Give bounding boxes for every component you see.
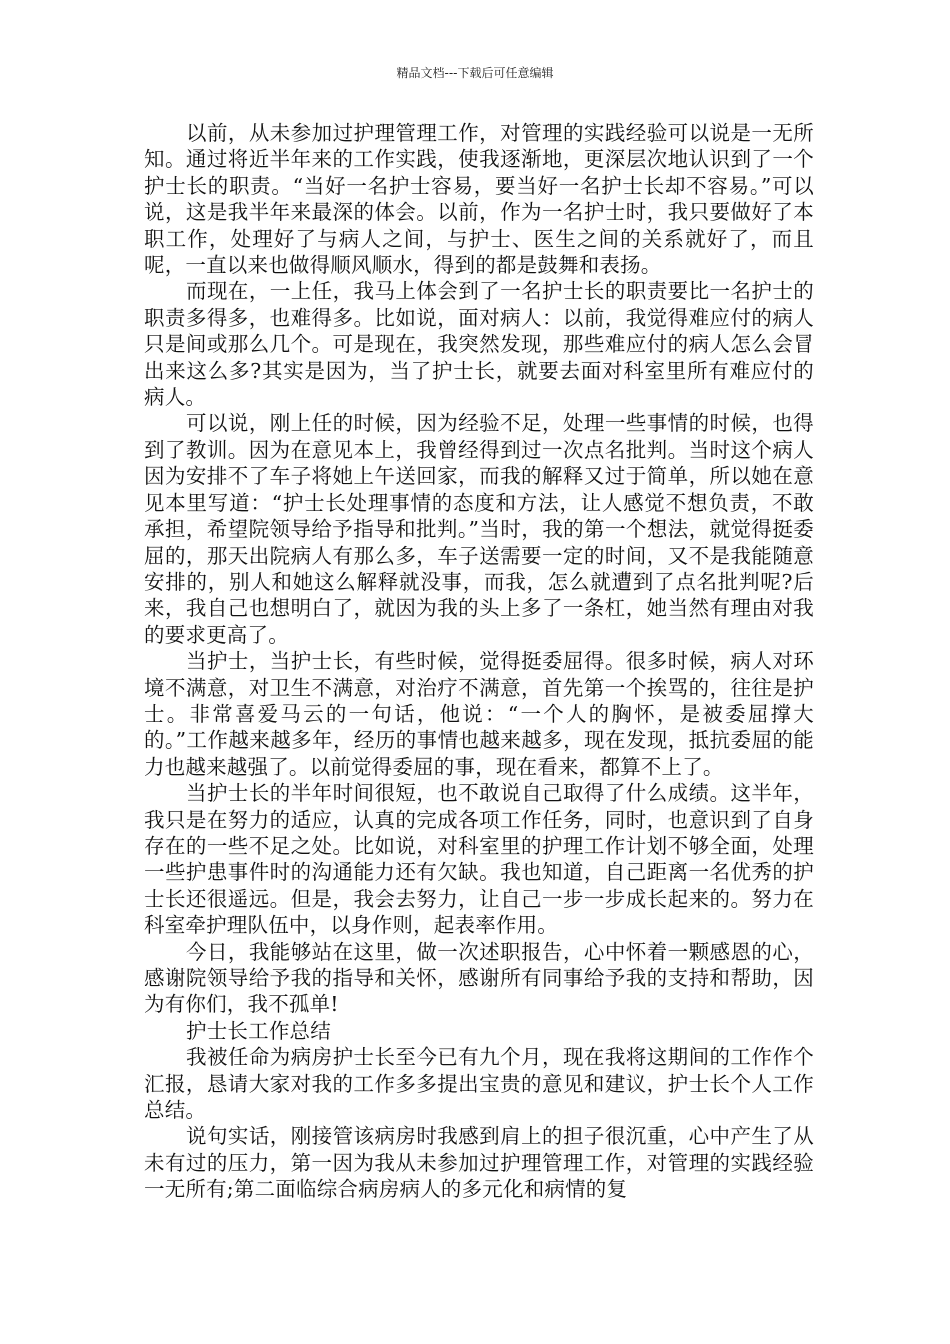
paragraph: 而现在，一上任，我马上体会到了一名护士长的职责要比一名护士的职责多得多，也难得多。比如说，面对病人：以前，我觉得难应付的病人只是间或那么几个。可是现在，我突然发现，那些难应付的病人怎么会冒出来这么多?其实是因为，当了护士长，就要去面对科室里所有难应付的病人。 xyxy=(144,279,814,410)
paragraph: 我被任命为病房护士长至今已有九个月，现在我将这期间的工作作个汇报，恳请大家对我的工作多多提出宝贵的意见和建议，护士长个人工作总结。 xyxy=(144,1045,814,1123)
paragraph: 今日，我能够站在这里，做一次述职报告，心中怀着一颗感恩的心，感谢院领导给予我的指导和关怀，感谢所有同事给予我的支持和帮助，因为有你们，我不孤单! xyxy=(144,939,814,1017)
paragraph: 以前，从未参加过护理管理工作，对管理的实践经验可以说是一无所知。通过将近半年来的工作实践，使我逐渐地，更深层次地认识到了一个护士长的职责。“当好一名护士容易，要当好一名护士长却不容易。”可以说，这是我半年来最深的体会。以前，作为一名护士时，我只要做好了本职工作，处理好了与病人之间，与护士、医生之间的关系就好了，而且呢，一直以来也做得顺风顺水，得到的都是鼓舞和表扬。 xyxy=(144,121,814,278)
paragraph: 当护士，当护士长，有些时候，觉得挺委屈得。很多时候，病人对环境不满意，对卫生不满意，对治疗不满意，首先第一个挨骂的，往往是护士。非常喜爱马云的一句话，他说：“一个人的胸怀，是被委屈撑大的。”工作越来越多年，经历的事情也越来越多，现在发现，抵抗委屈的能力也越来越强了。以前觉得委屈的事，现在看来，都算不上了。 xyxy=(144,649,814,779)
section-heading: 护士长工作总结 xyxy=(186,1018,331,1043)
paragraph: 说句实话，刚接管该病房时我感到肩上的担子很沉重，心中产生了从未有过的压力，第一因为我从未参加过护理管理工作，对管理的实践经验一无所有;第二面临综合病房病人的多元化和病情的复 xyxy=(144,1124,814,1202)
paragraph: 当护士长的半年时间很短，也不敢说自己取得了什么成绩。这半年，我只是在努力的适应，认真的完成各项工作任务，同时，也意识到了自身存在的一些不足之处。比如说，对科室里的护理工作计划不够全面，处理一些护患事件时的沟通能力还有欠缺。我也知道，自己距离一名优秀的护士长还很遥远。但是，我会去努力，让自己一步一步成长起来的。努力在科室牵护理队伍中，以身作则，起表率作用。 xyxy=(144,781,814,938)
document-body xyxy=(144,120,814,1203)
paragraph: 可以说，刚上任的时候，因为经验不足，处理一些事情的时候，也得到了教训。因为在意见本上，我曾经得到过一次点名批判。当时这个病人因为安排不了车子将她上午送回家，而我的解释又过于简单，所以她在意见本里写道：“护士长处理事情的态度和方法，让人感觉不想负责，不敢承担，希望院领导给予指导和批判。”当时，我的第一个想法，就觉得挺委屈的，那天出院病人有那么多，车子送需要一定的时间，又不是我能随意安排的，别人和她这么解释就没事，而我，怎么就遭到了点名批判呢?后来，我自己也想明白了，就因为我的头上多了一条杠，她当然有理由对我的要求更高了。 xyxy=(144,411,814,647)
page-header: 精品文档---下载后可任意编辑 xyxy=(396,66,554,80)
